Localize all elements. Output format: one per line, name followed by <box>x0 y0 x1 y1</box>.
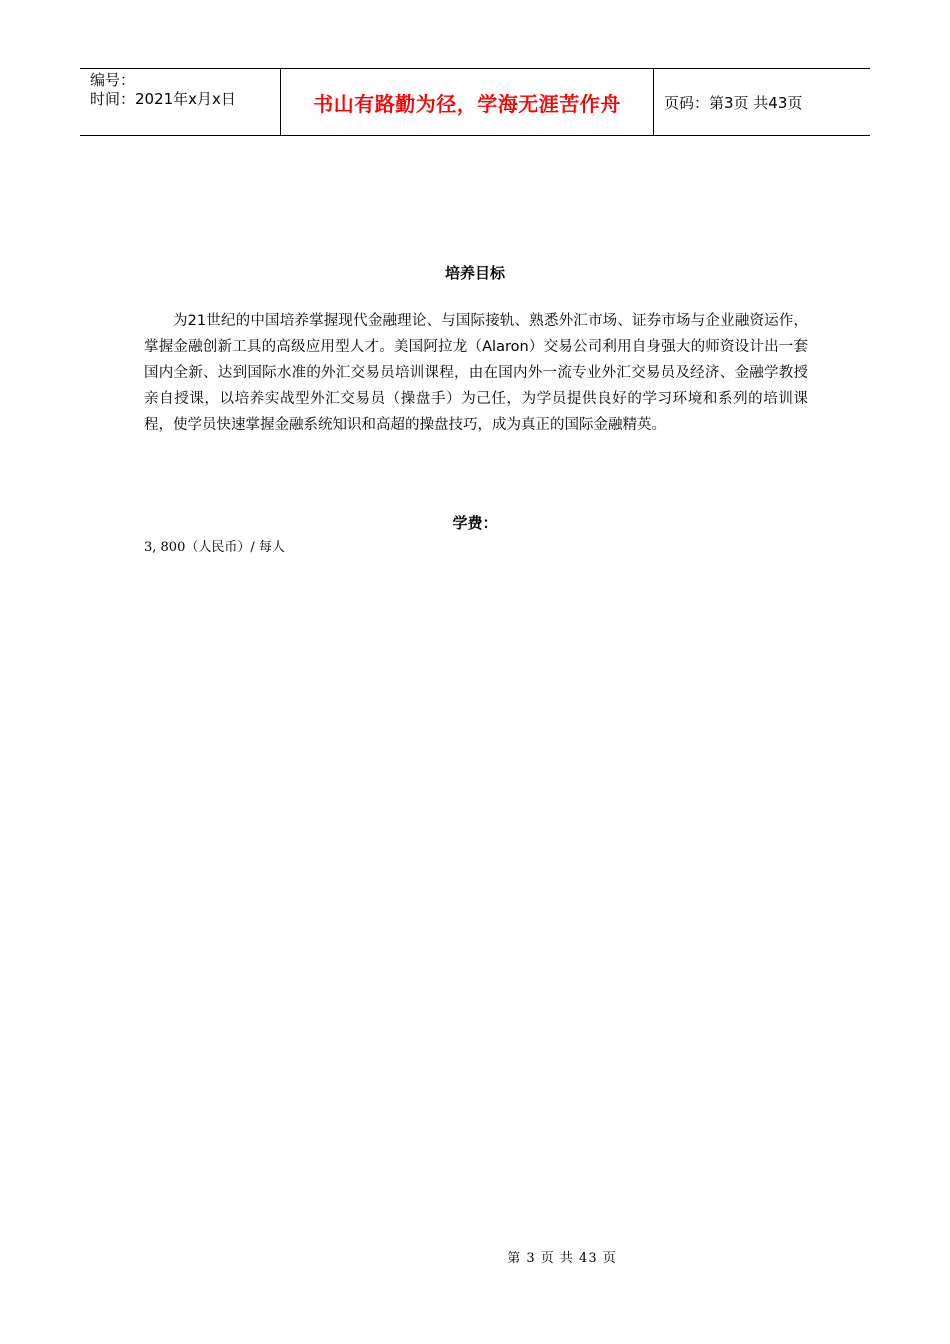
header-motto-cell <box>281 69 654 135</box>
document-date-label: 时间：2021年x月x日 <box>90 90 236 108</box>
tuition-fee-text: 3, 800（人民币）/ 每人 <box>144 540 285 555</box>
page-footer: 第 3 页 共 43 页 <box>507 1251 617 1266</box>
section-title-training-goals: 培养目标 <box>444 264 505 282</box>
document-number-label: 编号： <box>90 71 136 89</box>
training-goals-paragraph: 为21世纪的中国培养掌握现代金融理论、与国际接轨、熟悉外汇市场、证券市场与企业融资运作，掌握金融创新工具的高级应用型人才。美国阿拉龙（Alaron）交易公司利用自身强大的师资设计出一套国内全新、达到国际水准的外汇交易员培训课程，由在国内外一流专业外汇交易员及经济、金融学教授亲自授课，以培养实战型外汇交易员（操盘手）为己任，为学员提供良好的学习环境和系列的培训课程，使学员快速掌握金融系统知识和高超的操盘技巧，成为真正的国际金融精英。 <box>144 313 808 433</box>
header-meta-cell <box>80 69 281 135</box>
document-header <box>80 68 870 136</box>
header-page-number: 页码：第3页 共43页 <box>664 93 803 112</box>
header-page-cell <box>654 69 870 135</box>
section-title-tuition: 学费： <box>452 514 498 532</box>
header-motto: 书山有路勤为径，学海无涯苦作舟 <box>313 91 621 116</box>
